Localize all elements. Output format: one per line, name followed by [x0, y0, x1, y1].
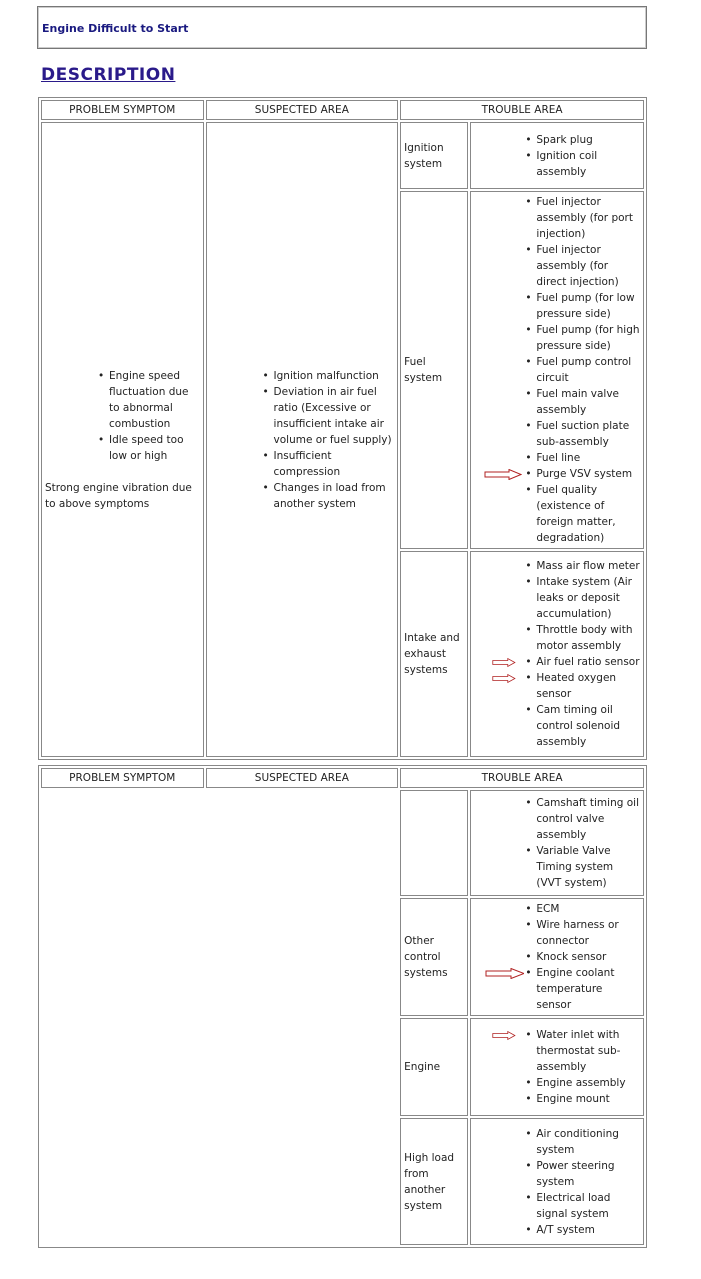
trouble-item-flagged: • Engine coolant temperature sensor: [532, 965, 640, 1013]
trouble-item: • Intake system (Air leaks or deposit accumulation): [532, 574, 640, 622]
trouble-item: • Fuel pump control circuit: [532, 354, 640, 386]
trouble-table-2: [38, 765, 647, 1248]
ignition-items: [470, 122, 644, 189]
trouble-item-flagged: • Air fuel ratio sensor: [532, 654, 640, 670]
engine-items: [470, 1018, 644, 1116]
trouble-item: • Fuel injector assembly (for port injection): [532, 194, 640, 242]
red-outline-arrow-icon: [492, 657, 522, 668]
suspected-item: • Deviation in air fuel ratio (Excessive or insufficient intake air volume or fuel supply): [270, 384, 395, 448]
group-fuel: Fuel system: [400, 191, 468, 549]
header-suspected-area: SUSPECTED AREA: [206, 100, 399, 120]
trouble-item: • Fuel pump (for low pressure side): [532, 290, 640, 322]
trouble-item: • Fuel quality (existence of foreign matter, degradation): [532, 482, 640, 546]
trouble-item: • Fuel line: [532, 450, 640, 466]
trouble-item: • Camshaft timing oil control valve assembly: [532, 795, 640, 843]
red-outline-arrow-icon: [484, 968, 524, 979]
trouble-item: • Spark plug: [532, 132, 640, 148]
trouble-item: • Knock sensor: [532, 949, 640, 965]
trouble-item: • A/T system: [532, 1222, 640, 1238]
trouble-item: • Power steering system: [532, 1158, 640, 1190]
group-intake-exhaust: Intake and exhaust systems: [400, 551, 468, 757]
header-suspected-area: SUSPECTED AREA: [206, 768, 399, 788]
trouble-item: • Fuel injector assembly (for direct injection): [532, 242, 640, 290]
symptom-item: • Idle speed too low or high: [105, 432, 200, 464]
red-outline-arrow-icon: [492, 1030, 522, 1041]
trouble-item: • Electrical load signal system: [532, 1190, 640, 1222]
red-outline-arrow-icon: [492, 673, 522, 684]
group-other-control: Other control systems: [400, 898, 468, 1016]
symptom-cell: [41, 122, 204, 757]
trouble-item: • Ignition coil assembly: [532, 148, 640, 180]
trouble-item: • Fuel main valve assembly: [532, 386, 640, 418]
section-heading[interactable]: DESCRIPTION: [41, 65, 176, 85]
trouble-item: • Fuel pump (for high pressure side): [532, 322, 640, 354]
trouble-item-flagged: • Purge VSV system: [532, 466, 640, 482]
trouble-item: • Air conditioning system: [532, 1126, 640, 1158]
high-load-items: [470, 1118, 644, 1245]
group-engine: Engine: [400, 1018, 468, 1116]
group-ignition: Ignition system: [400, 122, 468, 189]
trouble-item: • ECM: [532, 901, 640, 917]
trouble-item: • Engine assembly: [532, 1075, 640, 1091]
symptom-note: Strong engine vibration due to above symptoms: [45, 481, 192, 510]
trouble-item: • Engine mount: [532, 1091, 640, 1107]
suspected-item: • Insufficient compression: [270, 448, 395, 480]
empty-continuation-cell: [41, 790, 398, 1245]
suspected-item: • Changes in load from another system: [270, 480, 395, 512]
trouble-item: • Cam timing oil control solenoid assembly: [532, 702, 640, 750]
vvt-items: [470, 790, 644, 896]
title-box: [37, 6, 647, 49]
header-trouble-area: TROUBLE AREA: [400, 768, 644, 788]
header-trouble-area: TROUBLE AREA: [400, 100, 644, 120]
red-outline-arrow-icon: [484, 469, 522, 480]
trouble-table-1: [38, 97, 647, 760]
suspected-cell: [206, 122, 399, 757]
trouble-item: • Variable Valve Timing system (VVT system): [532, 843, 640, 891]
group-high-load: High load from another system: [400, 1118, 468, 1245]
group-continued: [400, 790, 468, 896]
other-control-items: [470, 898, 644, 1016]
trouble-item: • Wire harness or connector: [532, 917, 640, 949]
intake-items: [470, 551, 644, 757]
page-title: Engine Difficult to Start: [42, 22, 189, 35]
trouble-item: • Mass air flow meter: [532, 558, 640, 574]
header-problem-symptom: PROBLEM SYMPTOM: [41, 100, 204, 120]
trouble-item: • Throttle body with motor assembly: [532, 622, 640, 654]
suspected-item: • Ignition malfunction: [270, 368, 395, 384]
trouble-item: • Fuel suction plate sub-assembly: [532, 418, 640, 450]
symptom-item: • Engine speed fluctuation due to abnormal combustion: [105, 368, 200, 432]
fuel-items: [470, 191, 644, 549]
trouble-item-flagged: • Heated oxygen sensor: [532, 670, 640, 702]
header-problem-symptom: PROBLEM SYMPTOM: [41, 768, 204, 788]
trouble-item-flagged: • Water inlet with thermostat sub-assembly: [532, 1027, 640, 1075]
